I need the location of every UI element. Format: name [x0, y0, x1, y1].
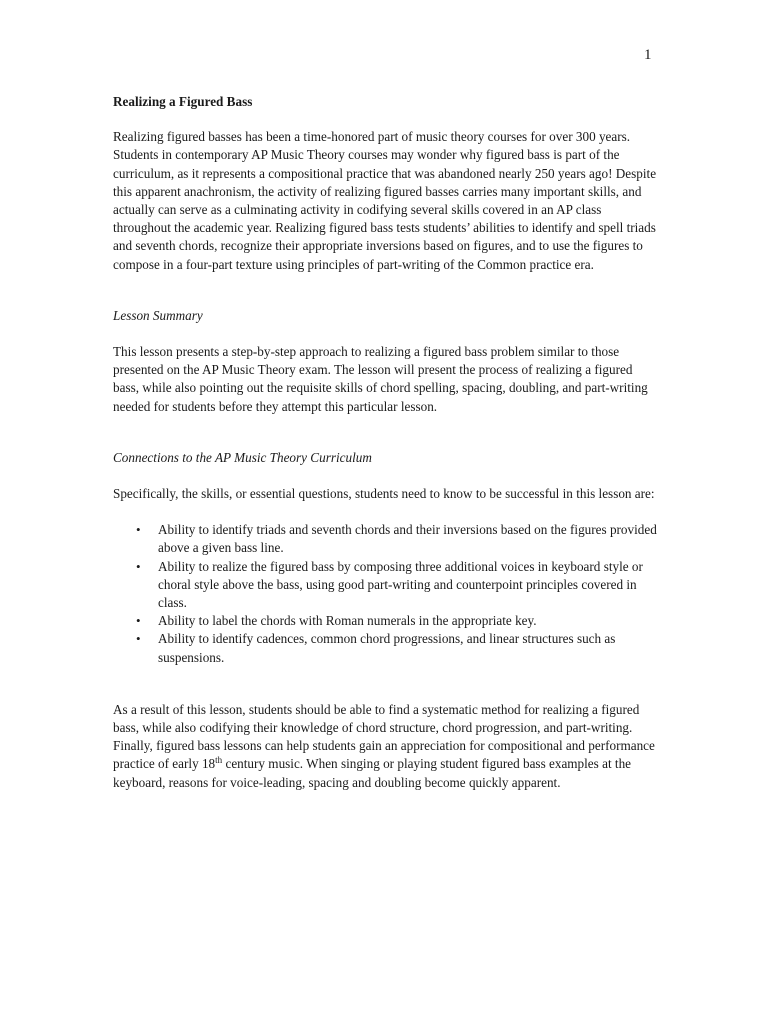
bullet-icon: •: [136, 631, 141, 647]
page-number: 1: [644, 47, 652, 63]
bullet-icon: •: [136, 522, 141, 538]
connections-heading: Connections to the AP Music Theory Curriculum: [113, 449, 372, 465]
document-body: [113, 93, 661, 792]
ordinal-superscript: th: [215, 755, 223, 766]
lesson-summary-paragraph: This lesson presents a step-by-step approach to realizing a figured bass problem similar to those presented on the AP Music Theory exam. The lesson will present the process of realizing a figured bass, while also pointing out the requisite skills of chord spelling, spacing, doubling, and part-writing needed for students before they attempt this particular lesson.: [113, 344, 648, 414]
lesson-summary-heading: Lesson Summary: [113, 307, 203, 323]
skills-list-item: [113, 612, 661, 630]
skills-list-item-text: Ability to realize the figured bass by composing three additional voices in keyboard style or choral style above the bass, using good part-writing and counterpoint principles covered in class.: [158, 558, 643, 611]
closing-text-part2: century music. When singing or playing student figured bass examples at the keyboard, reasons for voice-leading, spacing and doubling become quickly apparent.: [113, 756, 632, 790]
skills-list-item: [113, 558, 661, 613]
bullet-icon: •: [136, 558, 141, 574]
connections-intro-paragraph: Specifically, the skills, or essential questions, students need to know to be successful in this lesson are:: [113, 486, 655, 502]
skills-list: [113, 521, 661, 667]
skills-list-item-text: Ability to identify cadences, common chord progressions, and linear structures such as suspensions.: [158, 631, 616, 665]
skills-list-item: [113, 630, 661, 666]
skills-list-item-text: Ability to identify triads and seventh chords and their inversions based on the figures provided above a given bass line.: [158, 522, 657, 556]
skills-list-item-text: Ability to label the chords with Roman numerals in the appropriate key.: [158, 613, 537, 629]
intro-paragraph: Realizing figured basses has been a time-honored part of music theory courses for over 300 years. Students in contemporary AP Music Theory courses may wonder why figured bass is part of the curriculum, as it represents a compositional practice that was abandoned nearly 250 years ago! Despite this apparent anachronism, the activity of realizing figured basses carries many important skills, and actually can serve as a culminating activity in codifying several skills covered in an AP class throughout the academic year. Realizing figured bass tests students’ abilities to identify and spell triads and seventh chords, recognize their appropriate inversions based on figures, and to use the figures to compose in a four-part texture using principles of part-writing of the Common practice era.: [113, 129, 657, 272]
skills-list-item: [113, 521, 661, 557]
bullet-icon: •: [136, 613, 141, 629]
closing-text-part1: As a result of this lesson, students should be able to find a systematic method for realizing a figured bass, while also codifying their knowledge of chord structure, chord progression, and part-writing. Finally, figured bass lessons can help students gain an appreciation for compositional and performance practice of early 18: [113, 701, 655, 772]
document-title: Realizing a Figured Bass: [113, 94, 253, 109]
closing-paragraph: [113, 701, 661, 792]
